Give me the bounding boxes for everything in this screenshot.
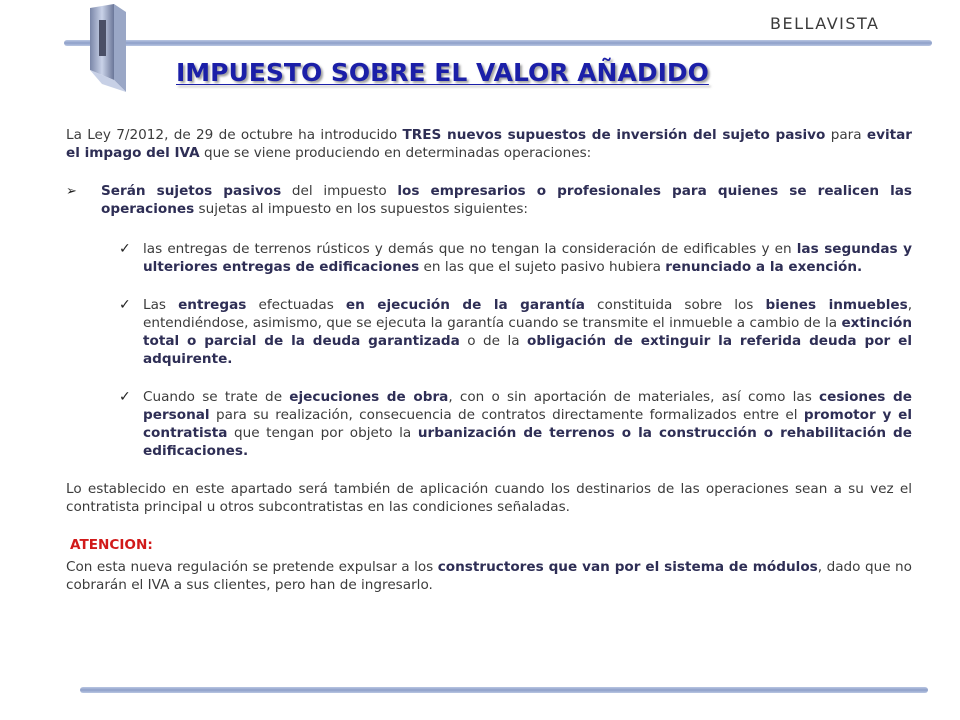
intro-paragraph: La Ley 7/2012, de 29 de octubre ha introducido TRES nuevos supuestos de inversión del sujeto pasivo para evitar el impago del IVA que se viene produciendo en determinadas operaciones:: [66, 127, 912, 161]
brand-name: BELLAVISTA: [770, 14, 880, 33]
page-title: IMPUESTO SOBRE EL VALOR AÑADIDO: [176, 58, 709, 87]
footer-rule: [80, 687, 928, 693]
slide-body: [66, 126, 912, 594]
atencion-label: ATENCION:: [70, 537, 153, 553]
checkmark-icon: ✓: [119, 297, 131, 313]
checkmark-icon: ✓: [119, 389, 131, 405]
checkmark-icon: ✓: [119, 241, 131, 257]
arrow-bullet-icon: ➢: [66, 184, 77, 199]
logo-icon: [82, 0, 134, 100]
list-item: ✓ Cuando se trate de ejecuciones de obra, con o sin aportación de materiales, así como las cesiones de personal para su realización, consecuencia de contratos directamente formalizados entre el promotor y el contratista que tengan por objeto la urbanización de terrenos o la construcción o rehabilitación de edificaciones.: [119, 389, 912, 459]
atencion-paragraph: Con esta nueva regulación se pretende expulsar a los constructores que van por el sistema de módulos, dado que no cobrarán el IVA a sus clientes, pero han de ingresarlo.: [66, 559, 912, 593]
list-item: ✓ Las entregas efectuadas en ejecución de la garantía constituida sobre los bienes inmuebles, entendiéndose, asimismo, que se ejecuta la garantía cuando se transmite el inmueble a cambio de la extinción total o parcial de la deuda garantizada o de la obligación de extinguir la referida deuda por el adquirente.: [119, 297, 913, 367]
header-rule: [64, 40, 932, 46]
main-bullet: ➢ Serán sujetos pasivos del impuesto los empresarios o profesionales para quienes se realicen las operaciones sujetas al impuesto en los supuestos siguientes:: [66, 183, 912, 217]
closing-paragraph: Lo establecido en este apartado será también de aplicación cuando los destinarios de las operaciones sean a su vez el contratista principal u otros subcontratistas en las condiciones señaladas.: [66, 481, 912, 515]
list-item: ✓ las entregas de terrenos rústicos y demás que no tengan la consideración de edificables y en las segundas y ulteriores entregas de edificaciones en las que el sujeto pasivo hubiera renunciado a la exención.: [119, 241, 912, 275]
